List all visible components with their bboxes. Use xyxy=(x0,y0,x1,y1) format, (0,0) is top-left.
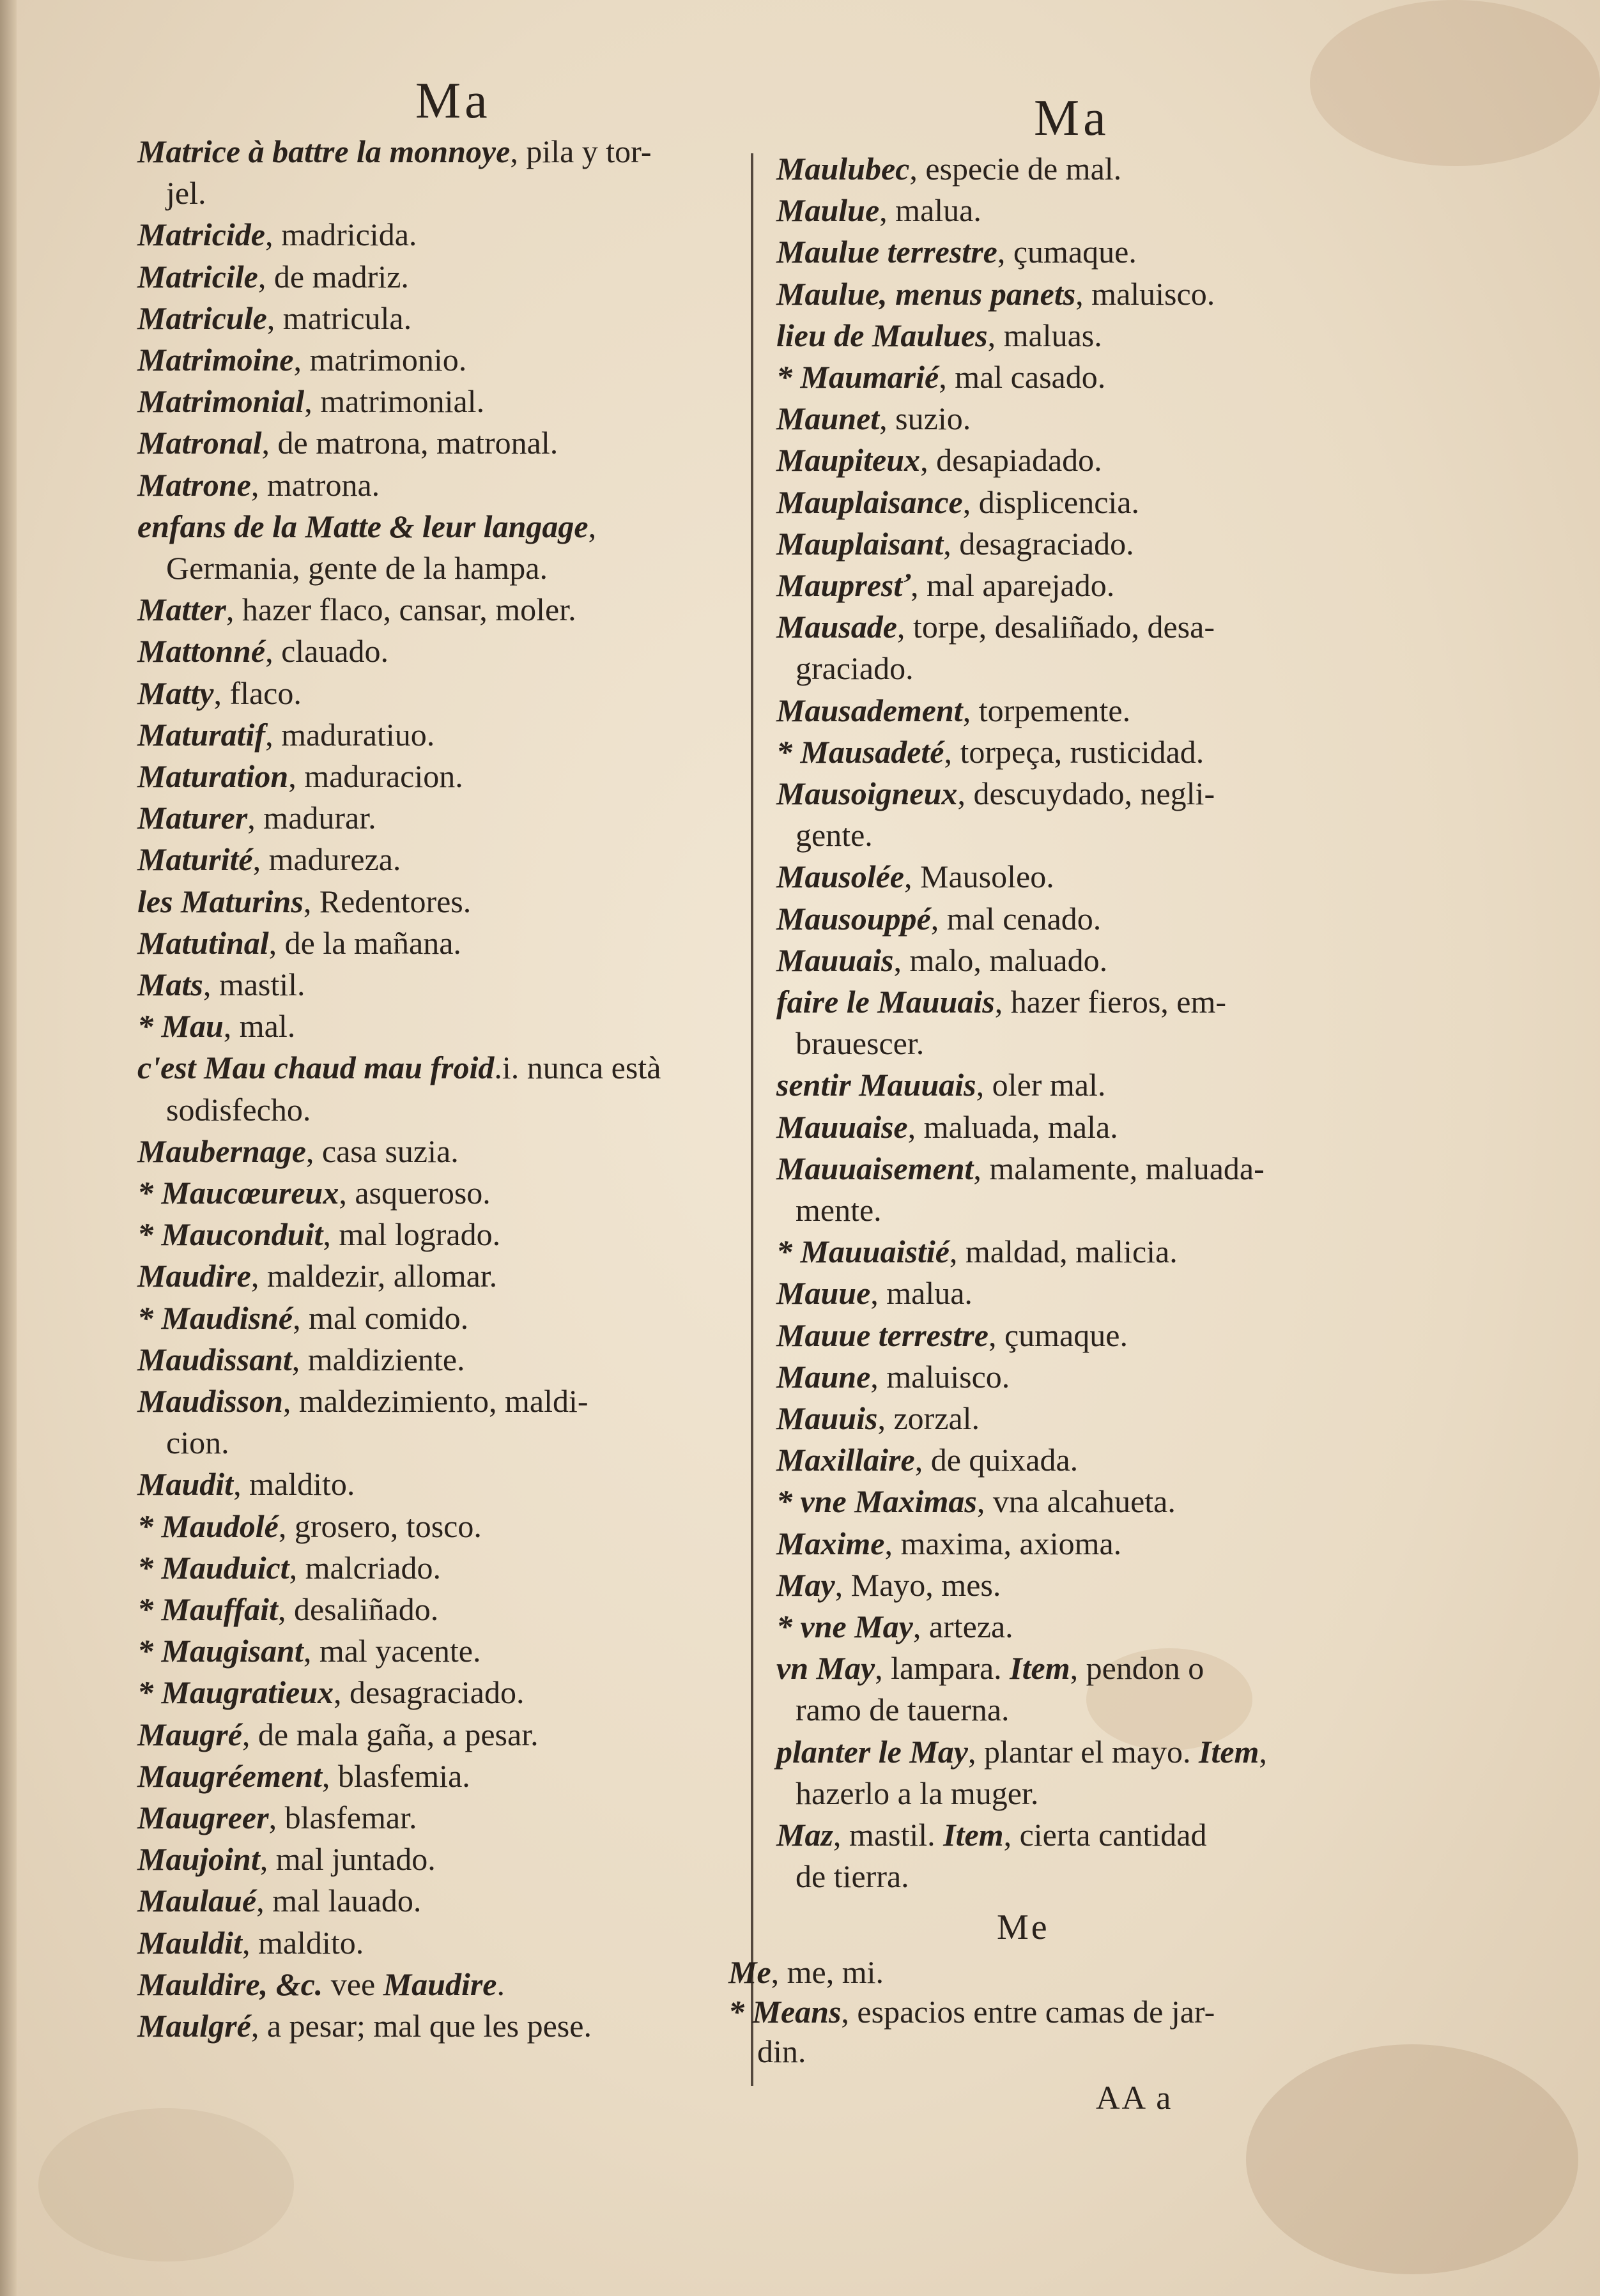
entry-headword: Mats xyxy=(137,967,203,1002)
entry-translation: jel. xyxy=(166,175,206,211)
dictionary-entry xyxy=(166,172,206,213)
entry-translation: , hazer fieros, em- xyxy=(994,984,1227,1020)
dictionary-entry xyxy=(137,1381,588,1421)
entry-headword: planter le May xyxy=(776,1733,968,1770)
dictionary-entry xyxy=(728,1952,884,1993)
entry-headword: Matutinal xyxy=(137,924,269,961)
entry-translation: , zorzal. xyxy=(877,1400,980,1436)
dictionary-entry xyxy=(137,1255,497,1296)
dictionary-entry xyxy=(796,1190,882,1230)
entry-translation: , flaco. xyxy=(213,675,302,711)
dictionary-entry xyxy=(137,797,376,838)
dictionary-entry xyxy=(137,756,463,797)
dictionary-entry xyxy=(776,440,1102,480)
entry-translation: , madricida. xyxy=(265,217,417,253)
entry-translation: , maxima, axioma. xyxy=(884,1525,1122,1561)
entry-headword: Maulaué xyxy=(137,1883,257,1919)
entry-translation: graciado. xyxy=(796,650,914,687)
paper-stain xyxy=(1310,0,1600,166)
entry-headword: * Mauffait xyxy=(137,1591,278,1627)
entry-headword: Matronal xyxy=(137,425,262,461)
entry-translation: , plantar el mayo. xyxy=(967,1733,1199,1770)
entry-translation: , blasfemia. xyxy=(321,1757,470,1794)
paper-stain xyxy=(38,2108,294,2262)
entry-translation: mente. xyxy=(796,1192,882,1228)
entry-translation: , cierta cantidad xyxy=(1003,1817,1207,1853)
entry-translation: , maldad, malicia. xyxy=(949,1234,1178,1270)
entry-translation: , desagraciado. xyxy=(943,525,1134,562)
dictionary-entry xyxy=(776,1315,1128,1356)
entry-headword: Item xyxy=(943,1817,1004,1853)
entry-headword: Me xyxy=(728,1954,771,1990)
entry-headword: * Maumarié xyxy=(776,359,939,395)
entry-headword: Mauplaisant xyxy=(776,525,944,562)
entry-translation: , a pesar; mal que les pese. xyxy=(250,2008,592,2044)
entry-headword: * Mauuaistié xyxy=(776,1234,950,1270)
entry-translation: , mal cenado. xyxy=(930,900,1102,937)
entry-headword: * Maudisné xyxy=(137,1299,293,1336)
dictionary-entry xyxy=(137,1964,505,2005)
entry-headword: Maudit xyxy=(137,1466,234,1503)
entry-headword: Mausoigneux xyxy=(776,776,958,811)
dictionary-entry xyxy=(796,815,873,855)
entry-translation: , maldezir, allomar. xyxy=(250,1258,498,1294)
dictionary-entry xyxy=(137,298,412,339)
entry-headword: * Maudolé xyxy=(137,1508,279,1544)
dictionary-entry xyxy=(137,506,596,547)
entry-headword: * Maucœureux xyxy=(137,1175,339,1211)
entry-translation: , mastil. xyxy=(203,967,305,1002)
entry-translation: , maluisco. xyxy=(870,1358,1010,1395)
entry-headword: lieu de Maulues xyxy=(776,317,988,353)
entry-translation: , casa suzia. xyxy=(305,1133,459,1169)
dictionary-entry xyxy=(776,1606,1013,1647)
entry-translation: , mastil. xyxy=(833,1817,944,1853)
entry-translation: , maldito. xyxy=(242,1924,364,1961)
entry-translation: Germania, gente de la hampa. xyxy=(166,550,548,586)
entry-headword: les Maturins xyxy=(137,883,304,919)
entry-translation: , de mala gaña, a pesar. xyxy=(242,1716,539,1752)
dictionary-entry xyxy=(137,214,417,255)
dictionary-entry xyxy=(776,1439,1078,1480)
entry-translation: , maldiziente. xyxy=(291,1341,465,1377)
entry-headword: * Maugratieux xyxy=(137,1674,334,1711)
dictionary-entry xyxy=(776,1814,1206,1855)
entry-headword: c'est Mau chaud mau froid xyxy=(137,1050,495,1086)
dictionary-entry xyxy=(137,1589,438,1630)
entry-translation: , torpeça, rusticidad. xyxy=(944,733,1204,770)
entry-headword: Mausouppé xyxy=(776,900,931,937)
entry-translation: , blasfemar. xyxy=(268,1800,417,1835)
dictionary-entry xyxy=(137,589,576,630)
entry-headword: Maturer xyxy=(137,800,248,836)
entry-headword: Matrimoine xyxy=(137,342,294,378)
right-column-header: Ma xyxy=(1034,90,1110,146)
entry-translation: , de quixada. xyxy=(914,1442,1079,1478)
entry-translation: , oler mal. xyxy=(976,1067,1106,1103)
dictionary-entry xyxy=(796,1023,924,1064)
entry-headword: Maupresť xyxy=(776,567,911,603)
entry-headword: Maulubec xyxy=(776,151,910,187)
entry-headword: Item xyxy=(1010,1650,1070,1687)
entry-headword: Matrimonial xyxy=(137,383,305,420)
entry-headword: Mauuis xyxy=(776,1400,878,1436)
entry-headword: vn May xyxy=(776,1650,875,1687)
entry-headword: Maulue, menus panets xyxy=(776,275,1076,312)
entry-translation: ramo de tauerna. xyxy=(796,1692,1010,1728)
dictionary-entry xyxy=(796,1773,1038,1814)
entry-headword: sentir Mauuais xyxy=(776,1067,976,1103)
entry-translation: , suzio. xyxy=(879,401,971,437)
dictionary-entry xyxy=(137,1756,470,1796)
entry-translation: , arteza. xyxy=(912,1609,1013,1644)
entry-translation: , maduracion. xyxy=(288,758,463,794)
dictionary-entry xyxy=(137,1672,524,1713)
entry-headword: Mauplaisance xyxy=(776,484,963,520)
entry-translation: , clauado. xyxy=(265,633,389,670)
entry-headword: * vne Maximas xyxy=(776,1483,977,1520)
entry-translation: , maduratiuo. xyxy=(265,716,435,753)
entry-headword: Mauuaisement xyxy=(776,1150,974,1186)
entry-headword: May xyxy=(776,1566,835,1603)
dictionary-entry xyxy=(137,1297,468,1338)
entry-headword: enfans de la Matte & leur langage xyxy=(137,508,588,544)
entry-headword: Maulue terrestre xyxy=(776,234,997,270)
entry-headword: Matrice à battre la monnoye xyxy=(137,134,511,169)
dictionary-entry xyxy=(776,1523,1121,1564)
section-header-me: Me xyxy=(997,1908,1050,1947)
entry-headword: Maulue xyxy=(776,192,880,229)
entry-headword: Mauue xyxy=(776,1275,871,1312)
entry-translation: , malua. xyxy=(879,192,981,229)
entry-headword: Matricide xyxy=(137,217,265,253)
entry-headword: * Mausadeté xyxy=(776,733,944,770)
dictionary-entry xyxy=(776,190,981,231)
dictionary-entry xyxy=(776,148,1121,189)
entry-translation: .i. nunca està xyxy=(494,1050,661,1086)
dictionary-entry xyxy=(776,231,1137,272)
entry-translation: , torpemente. xyxy=(962,692,1131,728)
dictionary-entry xyxy=(137,1922,364,1963)
entry-translation: , maldezimiento, maldi- xyxy=(282,1383,588,1419)
entry-headword: Matricile xyxy=(137,258,258,295)
dictionary-entry xyxy=(776,1648,1204,1688)
entry-translation: , çumaque. xyxy=(988,1317,1128,1353)
entry-headword: Matty xyxy=(137,675,214,711)
dictionary-entry xyxy=(137,1006,295,1046)
dictionary-entry xyxy=(776,1398,980,1439)
entry-translation: , mal aparejado. xyxy=(910,567,1115,603)
entry-headword: Maugréement xyxy=(137,1757,322,1794)
entry-headword: Maujoint xyxy=(137,1841,260,1878)
entry-headword: Matrone xyxy=(137,466,251,503)
dictionary-entry xyxy=(776,940,1107,981)
entry-headword: * Means xyxy=(728,1994,842,2030)
entry-translation: , displicencia. xyxy=(962,484,1139,520)
entry-translation: , madurar. xyxy=(247,800,376,836)
entry-translation: , hazer flaco, cansar, moler. xyxy=(226,592,576,628)
entry-headword: * Maugisant xyxy=(137,1633,304,1669)
dictionary-entry xyxy=(796,648,914,689)
entry-headword: * Mau xyxy=(137,1008,224,1045)
entry-translation: , mal logrado. xyxy=(323,1216,501,1253)
entry-translation: gente. xyxy=(796,817,873,853)
dictionary-entry xyxy=(776,523,1134,564)
entry-translation: , descuydado, negli- xyxy=(957,776,1215,811)
entry-translation: , maluisco. xyxy=(1075,275,1215,312)
entry-translation: de tierra. xyxy=(796,1858,909,1895)
entry-headword: Maudire xyxy=(137,1258,251,1294)
dictionary-entry xyxy=(776,356,1105,397)
entry-translation: vee xyxy=(323,1966,383,2002)
dictionary-entry xyxy=(796,1856,909,1897)
dictionary-entry xyxy=(776,690,1130,731)
dictionary-entry xyxy=(137,1880,421,1921)
dictionary-entry xyxy=(776,1064,1105,1105)
dictionary-entry xyxy=(137,1714,539,1755)
dictionary-entry xyxy=(796,1689,1010,1730)
entry-translation: , de matrona, matronal. xyxy=(261,425,558,461)
dictionary-entry xyxy=(137,714,435,755)
entry-translation: , malcriado. xyxy=(289,1549,441,1586)
dictionary-entry xyxy=(776,273,1215,314)
column-divider xyxy=(751,153,753,2086)
dictionary-entry xyxy=(137,422,558,463)
dictionary-entry xyxy=(166,1422,229,1463)
entry-translation: , de madriz. xyxy=(258,258,409,295)
dictionary-entry xyxy=(776,315,1102,356)
entry-headword: Maupiteux xyxy=(776,442,921,478)
entry-headword: Maz xyxy=(776,1817,833,1853)
left-column-header: Ma xyxy=(415,73,491,129)
dictionary-entry xyxy=(137,839,401,880)
entry-translation: , desaliñado. xyxy=(277,1591,439,1627)
dictionary-entry xyxy=(166,1089,311,1130)
entry-translation: , xyxy=(588,508,597,544)
entry-translation: , çumaque. xyxy=(997,234,1137,270)
entry-translation: , asqueroso. xyxy=(339,1175,491,1211)
entry-translation: , maluada, mala. xyxy=(907,1108,1118,1145)
entry-translation: sodisfecho. xyxy=(166,1091,311,1128)
entry-headword: Maune xyxy=(776,1358,871,1395)
dictionary-entry xyxy=(137,2005,592,2046)
entry-headword: Maunet xyxy=(776,401,880,437)
dictionary-entry xyxy=(776,1356,1010,1397)
dictionary-entry xyxy=(776,856,1054,897)
entry-headword: Maulgré xyxy=(137,2008,251,2044)
entry-headword: Mattonné xyxy=(137,633,266,670)
entry-translation: , matrimonio. xyxy=(293,342,467,378)
entry-translation: , mal yacente. xyxy=(303,1633,481,1669)
dictionary-entry xyxy=(776,773,1215,814)
entry-translation: , mal lauado. xyxy=(256,1883,422,1919)
dictionary-entry xyxy=(137,339,466,380)
entry-translation: , Mausoleo. xyxy=(904,859,1054,895)
dictionary-entry xyxy=(137,1214,500,1255)
dictionary-entry xyxy=(137,881,471,922)
entry-translation: brauescer. xyxy=(796,1025,925,1062)
paper-stain xyxy=(1246,2044,1578,2274)
dictionary-entry xyxy=(137,1547,441,1588)
dictionary-entry xyxy=(166,547,548,588)
entry-translation: , desagraciado. xyxy=(334,1674,525,1711)
entry-headword: Maturatif xyxy=(137,716,266,753)
entry-headword: Maubernage xyxy=(137,1133,306,1169)
entry-headword: Mausade xyxy=(776,609,897,645)
entry-headword: Maudissant xyxy=(137,1341,292,1377)
entry-translation: , grosero, tosco. xyxy=(278,1508,482,1544)
entry-headword: Matricule xyxy=(137,300,267,336)
dictionary-entry xyxy=(757,2031,806,2072)
entry-translation: , xyxy=(1259,1733,1267,1770)
entry-translation: , malamente, maluada- xyxy=(973,1150,1265,1186)
entry-translation: , mal comido. xyxy=(293,1299,469,1336)
dictionary-entry xyxy=(776,731,1204,772)
dictionary-entry xyxy=(776,482,1139,523)
entry-translation: . xyxy=(496,1966,505,2002)
printer-signature-mark: AA a xyxy=(1096,2080,1173,2116)
dictionary-entry xyxy=(137,1839,436,1879)
entry-translation: hazerlo a la muger. xyxy=(796,1775,1039,1811)
dictionary-entry xyxy=(137,1464,355,1504)
dictionary-entry xyxy=(137,673,302,714)
dictionary-entry xyxy=(137,1630,481,1671)
dictionary-entry xyxy=(776,1481,1176,1522)
page-binding-edge xyxy=(0,0,17,2296)
entry-translation: , matrona. xyxy=(250,466,380,503)
entry-translation: , matricula. xyxy=(266,300,412,336)
entry-headword: * Mauconduit xyxy=(137,1216,323,1253)
entry-headword: Maturation xyxy=(137,758,289,794)
entry-translation: , de la mañana. xyxy=(268,924,461,961)
dictionary-entry xyxy=(137,1131,459,1172)
dictionary-entry xyxy=(137,1172,491,1213)
entry-translation: , Redentores. xyxy=(303,883,472,919)
dictionary-entry xyxy=(776,1273,973,1313)
dictionary-entry xyxy=(137,464,380,505)
entry-headword: * vne May xyxy=(776,1609,913,1644)
dictionary-entry xyxy=(137,1797,417,1838)
entry-translation: , matrimonial. xyxy=(304,383,485,420)
entry-headword: * Mauduict xyxy=(137,1549,289,1586)
entry-headword: Maugreer xyxy=(137,1800,269,1835)
dictionary-entry xyxy=(776,398,971,439)
entry-headword: Mauue terrestre xyxy=(776,1317,988,1353)
entry-headword: Matter xyxy=(137,592,226,628)
entry-translation: , lampara. xyxy=(875,1650,1010,1687)
entry-translation: , espacios entre camas de jar- xyxy=(841,1994,1215,2030)
entry-headword: Mausolée xyxy=(776,859,904,895)
dictionary-entry xyxy=(137,1339,465,1380)
entry-translation: , malua. xyxy=(870,1275,973,1312)
dictionary-entry xyxy=(776,1106,1118,1147)
dictionary-entry xyxy=(776,981,1226,1022)
entry-headword: Maxime xyxy=(776,1525,885,1561)
entry-translation: , Mayo, mes. xyxy=(835,1566,1001,1603)
entry-headword: Mausadement xyxy=(776,692,963,728)
entry-translation: , torpe, desaliñado, desa- xyxy=(896,609,1215,645)
entry-headword: Maturité xyxy=(137,841,253,878)
entry-headword: Item xyxy=(1198,1733,1259,1770)
entry-translation: , mal. xyxy=(223,1008,296,1045)
dictionary-entry xyxy=(776,1731,1267,1772)
entry-headword: faire le Mauuais xyxy=(776,984,995,1020)
dictionary-entry xyxy=(776,606,1215,647)
dictionary-entry xyxy=(137,131,651,172)
entry-translation: , madureza. xyxy=(252,841,401,878)
entry-translation: cion. xyxy=(166,1425,229,1461)
entry-headword: Mauuaise xyxy=(776,1108,908,1145)
dictionary-entry xyxy=(137,381,484,422)
entry-headword: Maudisson xyxy=(137,1383,283,1419)
entry-translation: , mal casado. xyxy=(939,359,1106,395)
entry-headword: Maudire xyxy=(383,1966,497,2002)
dictionary-entry xyxy=(776,1565,1001,1605)
dictionary-entry xyxy=(137,256,409,297)
entry-translation: , maluas. xyxy=(987,317,1102,353)
entry-headword: Maxillaire xyxy=(776,1442,915,1478)
entry-translation: , malo, maluado. xyxy=(893,942,1108,978)
dictionary-entry xyxy=(776,898,1101,939)
entry-headword: Mauldire, &c. xyxy=(137,1966,323,2002)
entry-headword: Maugré xyxy=(137,1716,242,1752)
dictionary-entry xyxy=(776,1148,1265,1189)
entry-translation: , pendon o xyxy=(1070,1650,1204,1687)
entry-translation: , pila y tor- xyxy=(510,134,652,169)
entry-translation: , desapiadado. xyxy=(920,442,1102,478)
dictionary-entry xyxy=(137,922,461,963)
entry-headword: Mauuais xyxy=(776,942,894,978)
dictionary-entry xyxy=(776,565,1114,606)
entry-translation: , vna alcahueta. xyxy=(976,1483,1176,1520)
entry-translation: din. xyxy=(757,2033,806,2069)
dictionary-entry xyxy=(137,631,388,671)
entry-translation: , me, mi. xyxy=(771,1954,884,1990)
entry-translation: , mal juntado. xyxy=(259,1841,436,1878)
entry-headword: Mauldit xyxy=(137,1924,242,1961)
entry-translation: , especie de mal. xyxy=(909,151,1122,187)
dictionary-entry xyxy=(137,964,305,1005)
entry-translation: , maldito. xyxy=(233,1466,355,1503)
dictionary-entry xyxy=(776,1231,1178,1272)
dictionary-entry xyxy=(728,1991,1215,2032)
dictionary-entry xyxy=(137,1506,482,1547)
dictionary-entry xyxy=(137,1047,661,1088)
